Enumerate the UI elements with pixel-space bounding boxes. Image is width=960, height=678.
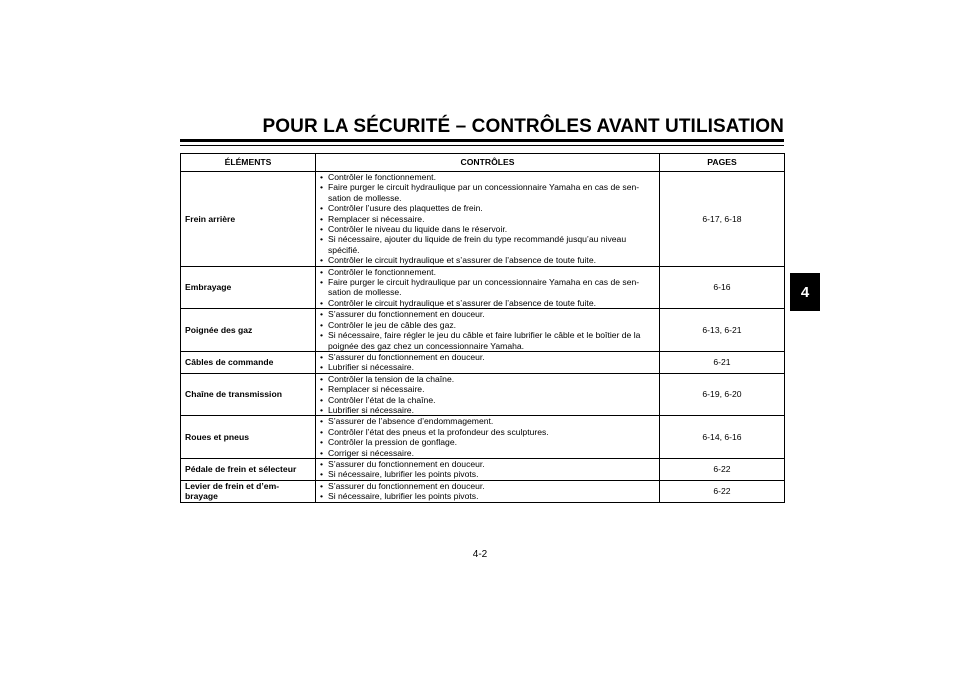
checks-list: [320, 459, 655, 480]
check-item: • Contrôler le circuit hydraulique et s’assurer de l’absence de toute fuite.: [320, 298, 655, 308]
checks-list: [320, 481, 655, 502]
check-item: • Contrôler le circuit hydraulique et s’assurer de l’absence de toute fuite.: [320, 255, 655, 265]
check-item: • S’assurer du fonctionnement en douceur.: [320, 481, 655, 491]
check-item: • S’assurer du fonctionnement en douceur.: [320, 352, 655, 362]
table-row: [181, 458, 785, 480]
row-checks: [316, 172, 660, 267]
row-checks: [316, 351, 660, 373]
row-element: Frein arrière: [181, 172, 316, 267]
row-element: Poignée des gaz: [181, 309, 316, 352]
chapter-tab: 4: [790, 273, 820, 311]
row-checks: [316, 458, 660, 480]
page-number: 4-2: [472, 549, 488, 560]
check-item: • Contrôler l’usure des plaquettes de frein.: [320, 203, 655, 213]
check-item: • Contrôler l’état de la chaîne.: [320, 395, 655, 405]
check-item: • S’assurer du fonctionnement en douceur.: [320, 309, 655, 319]
row-pages: 6-14, 6-16: [660, 416, 785, 459]
check-item: • Contrôler le fonctionnement.: [320, 172, 655, 182]
page-title: POUR LA SÉCURITÉ – CONTRÔLES AVANT UTILISATION: [262, 116, 784, 137]
row-checks: [316, 480, 660, 502]
row-element: Embrayage: [181, 266, 316, 309]
check-item: • Remplacer si nécessaire.: [320, 214, 655, 224]
row-pages: 6-13, 6-21: [660, 309, 785, 352]
checks-list: [320, 374, 655, 416]
check-item: • Corriger si nécessaire.: [320, 448, 655, 458]
row-pages: 6-21: [660, 351, 785, 373]
row-pages: 6-19, 6-20: [660, 373, 785, 416]
column-header-elements: ÉLÉMENTS: [181, 154, 316, 172]
check-item: • Contrôler le fonctionnement.: [320, 267, 655, 277]
check-item: • Contrôler la pression de gonflage.: [320, 437, 655, 447]
title-rule-thin: [180, 145, 784, 146]
check-item: • Contrôler l’état des pneus et la profondeur des sculptures.: [320, 427, 655, 437]
checks-list: [320, 352, 655, 373]
checks-list: [320, 267, 655, 309]
check-item: • Contrôler le jeu de câble des gaz.: [320, 320, 655, 330]
row-element: Levier de frein et d’em-brayage: [181, 480, 316, 502]
row-pages: 6-16: [660, 266, 785, 309]
check-item: • S’assurer du fonctionnement en douceur.: [320, 459, 655, 469]
check-item: • Contrôler le niveau du liquide dans le réservoir.: [320, 224, 655, 234]
check-item: • Faire purger le circuit hydraulique par un concessionnaire Yamaha en cas de sen-sation de mollesse.: [320, 277, 655, 298]
check-item: • Si nécessaire, lubrifier les points pivots.: [320, 491, 655, 501]
checks-list: [320, 309, 655, 351]
check-item: • Remplacer si nécessaire.: [320, 384, 655, 394]
check-item: • Contrôler la tension de la chaîne.: [320, 374, 655, 384]
check-item: • Si nécessaire, lubrifier les points pivots.: [320, 469, 655, 479]
column-header-pages: PAGES: [660, 154, 785, 172]
table-row: [181, 266, 785, 309]
table-row: [181, 416, 785, 459]
row-pages: 6-17, 6-18: [660, 172, 785, 267]
column-header-checks: CONTRÔLES: [316, 154, 660, 172]
table-header-row: [181, 154, 785, 172]
table-row: [181, 480, 785, 502]
row-pages: 6-22: [660, 480, 785, 502]
row-element: Roues et pneus: [181, 416, 316, 459]
checks-list: [320, 172, 655, 266]
row-element: Pédale de frein et sélecteur: [181, 458, 316, 480]
check-item: • Si nécessaire, ajouter du liquide de frein du type recommandé jusqu’au niveau spécifié.: [320, 234, 655, 255]
table-row: [181, 172, 785, 267]
row-pages: 6-22: [660, 458, 785, 480]
row-checks: [316, 309, 660, 352]
table-row: [181, 309, 785, 352]
row-checks: [316, 266, 660, 309]
checks-table: [180, 153, 785, 503]
check-item: • S’assurer de l’absence d’endommagement.: [320, 416, 655, 426]
row-checks: [316, 416, 660, 459]
table-row: [181, 373, 785, 416]
checks-list: [320, 416, 655, 458]
row-checks: [316, 373, 660, 416]
title-rule-thick: [180, 139, 784, 142]
table-row: [181, 351, 785, 373]
row-element: Câbles de commande: [181, 351, 316, 373]
row-element: Chaîne de transmission: [181, 373, 316, 416]
check-item: • Faire purger le circuit hydraulique par un concessionnaire Yamaha en cas de sen-sation de mollesse.: [320, 182, 655, 203]
check-item: • Lubrifier si nécessaire.: [320, 362, 655, 372]
check-item: • Si nécessaire, faire régler le jeu du câble et faire lubrifier le câble et le boîtier de la poignée des gaz chez un concessionnaire Yamaha.: [320, 330, 655, 351]
check-item: • Lubrifier si nécessaire.: [320, 405, 655, 415]
